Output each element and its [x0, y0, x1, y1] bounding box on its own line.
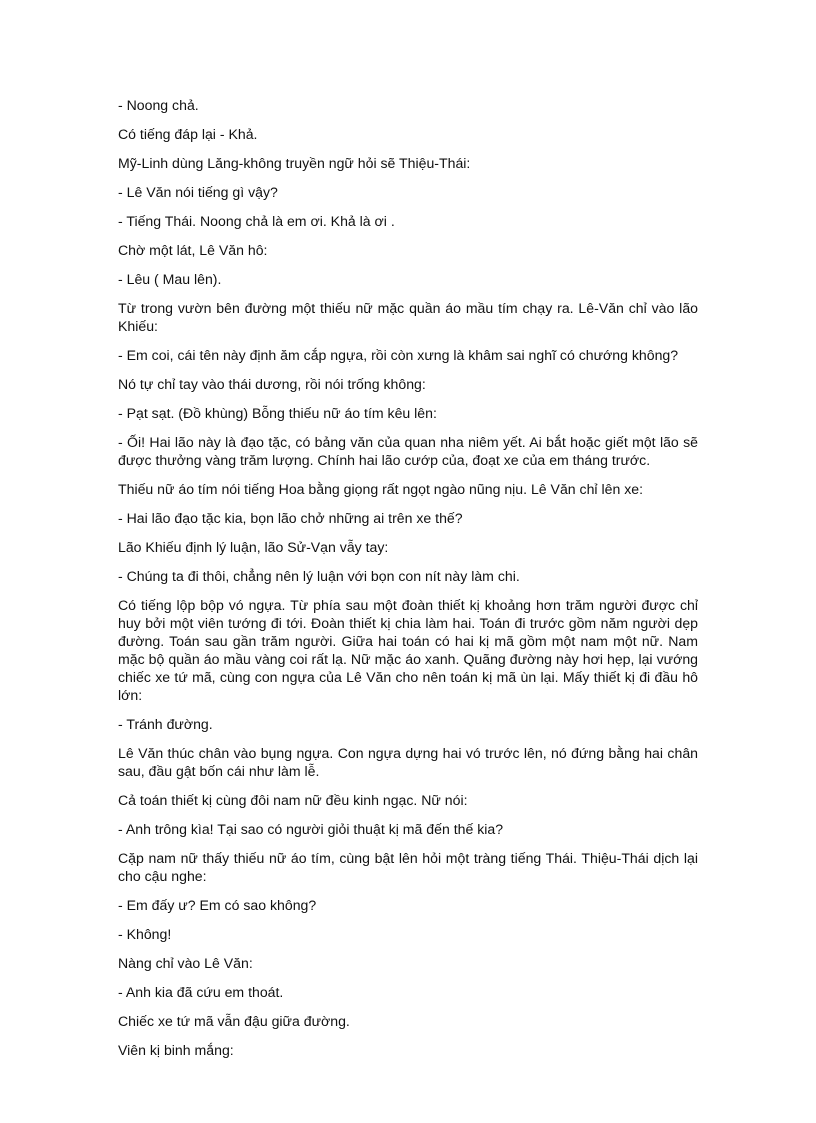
- paragraph: - Không!: [118, 926, 172, 942]
- paragraph: Cả toán thiết kị cùng đôi nam nữ đều kinh ngạc. Nữ nói:: [118, 792, 468, 808]
- paragraph: - Anh kia đã cứu em thoát.: [118, 984, 284, 1000]
- paragraph: Mỹ-Linh dùng Lăng-không truyền ngữ hỏi sẽ Thiệu-Thái:: [118, 155, 471, 171]
- paragraph: - Tránh đường.: [118, 716, 213, 732]
- paragraph: Lão Khiếu định lý luận, lão Sử-Vạn vẫy tay:: [118, 539, 389, 555]
- paragraph: - Hai lão đạo tặc kia, bọn lão chở những ai trên xe thế?: [118, 510, 463, 526]
- paragraph: - Em đấy ư? Em có sao không?: [118, 897, 317, 913]
- paragraph: Lê Văn thúc chân vào bụng ngựa. Con ngựa dựng hai vó trước lên, nó đứng bằng hai chân sau, đầu gật bốn cái như làm lễ.: [118, 745, 698, 779]
- paragraph: Có tiếng lộp bộp vó ngựa. Từ phía sau một đoàn thiết kị khoảng hơn trăm người được chỉ huy bởi một viên tướng đi tới. Đoàn thiết kị chia làm hai. Toán đi trước gồm năm người dẹp đường. Toán sau gần trăm người. Giữa hai toán có hai kị mã gồm một nam một nữ. Nam mặc bộ quần áo mầu vàng coi rất lạ. Nữ mặc áo xanh. Quãng đường này hơi hẹp, lại vướng chiếc xe tứ mã, cùng con ngựa của Lê Văn cho nên toán kị mã ùn lại. Mấy thiết kị đi đầu hô lớn:: [118, 597, 698, 703]
- paragraph: - Noong chả.: [118, 97, 199, 113]
- paragraph: - Lêu ( Mau lên).: [118, 271, 222, 287]
- paragraph: - Tiếng Thái. Noong chả là em ơi. Khả là ơi .: [118, 213, 395, 229]
- paragraph: - Chúng ta đi thôi, chẳng nên lý luận với bọn con nít này làm chi.: [118, 568, 520, 584]
- paragraph: Từ trong vườn bên đường một thiếu nữ mặc quần áo mầu tím chạy ra. Lê-Văn chỉ vào lão Khiếu:: [118, 300, 698, 334]
- paragraph: - Pạt sạt. (Đồ khùng) Bỗng thiếu nữ áo tím kêu lên:: [118, 405, 437, 421]
- paragraph: Nàng chỉ vào Lê Văn:: [118, 955, 253, 971]
- paragraph: Chờ một lát, Lê Văn hô:: [118, 242, 268, 258]
- paragraph: Chiếc xe tứ mã vẫn đậu giữa đường.: [118, 1013, 350, 1029]
- paragraph: - Anh trông kìa! Tại sao có người giỏi thuật kị mã đến thế kia?: [118, 821, 504, 837]
- paragraph: - Em coi, cái tên này định ăm cắp ngựa, rồi còn xưng là khâm sai nghĩ có chướng không?: [118, 347, 679, 363]
- document-page: [118, 96, 698, 1070]
- paragraph: Nó tự chỉ tay vào thái dương, rồi nói trống không:: [118, 376, 426, 392]
- paragraph: - Lê Văn nói tiếng gì vậy?: [118, 184, 278, 200]
- paragraph: - Ối! Hai lão này là đạo tặc, có bảng văn của quan nha niêm yết. Ai bắt hoặc giết một lão sẽ được thưởng vàng trăm lượng. Chính hai lão cướp của, đoạt xe của em tháng trước.: [118, 434, 698, 468]
- paragraph: Thiếu nữ áo tím nói tiếng Hoa bằng giọng rất ngọt ngào nũng nịu. Lê Văn chỉ lên xe:: [118, 481, 644, 497]
- paragraph: Cặp nam nữ thấy thiếu nữ áo tím, cùng bật lên hỏi một tràng tiếng Thái. Thiệu-Thái dịch lại cho cậu nghe:: [118, 850, 698, 884]
- paragraph: Viên kị binh mắng:: [118, 1042, 234, 1058]
- paragraph: Có tiếng đáp lại - Khả.: [118, 126, 258, 142]
